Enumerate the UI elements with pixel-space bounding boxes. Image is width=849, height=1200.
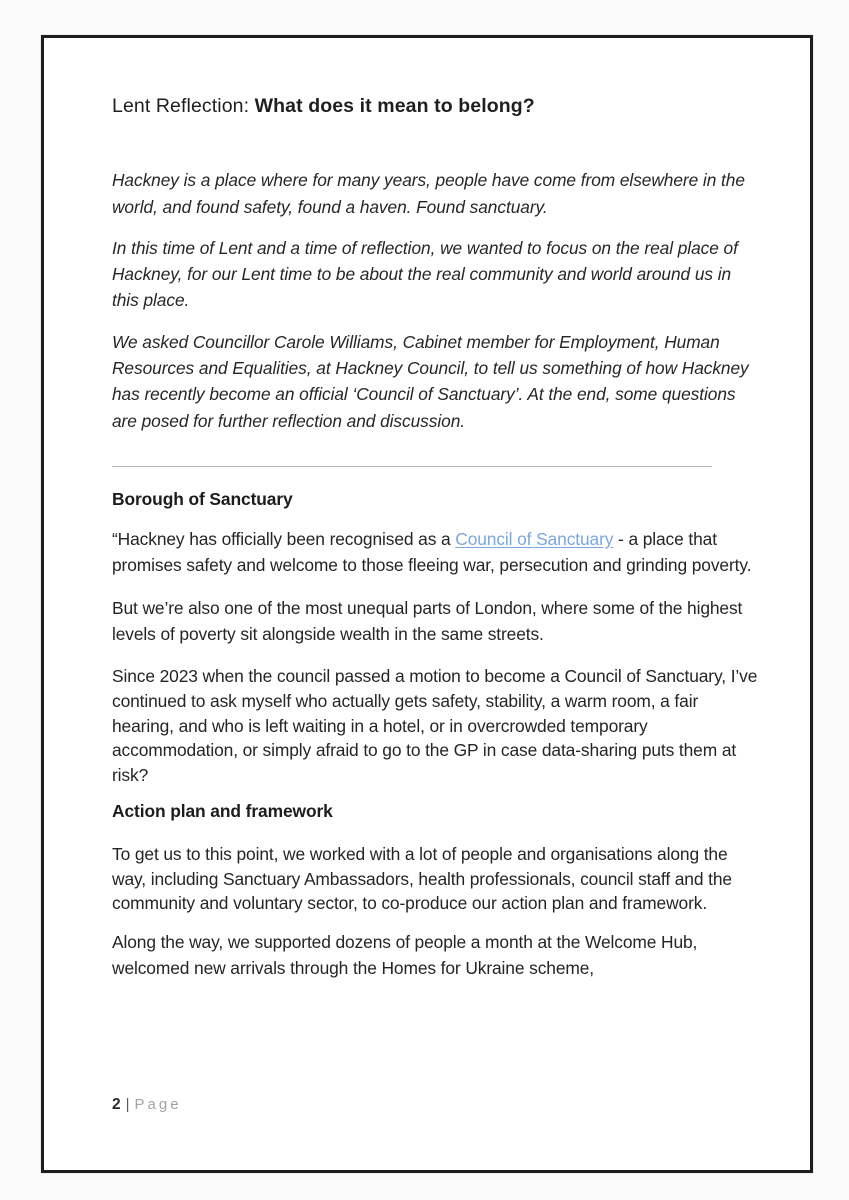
quote-text-before-link: “Hackney has officially been recognised as a [112, 528, 456, 549]
quote-text-after-link: - a place that promises safety and welcome to those fleeing war, persecution and grinding poverty. [112, 528, 752, 575]
section-2-paragraph-2: Along the way, we supported dozens of people a month at the Welcome Hub, welcomed new arrivals through the Homes for Ukraine scheme, [112, 931, 698, 979]
section-heading-borough-of-sanctuary: Borough of Sanctuary [112, 488, 293, 509]
footer-page-number: 2 [112, 1096, 121, 1113]
section-2-paragraph-1: To get us to this point, we worked with a lot of people and organisations along the way, including Sanctuary Ambassadors, health professionals, council staff and the community and voluntary sector, to co-produce our action plan and framework. [112, 843, 732, 914]
page-footer [112, 1096, 182, 1114]
page-content-area [44, 38, 810, 1170]
footer-page-label: Page [134, 1096, 182, 1113]
section-divider [112, 466, 712, 467]
intro-paragraph-2: In this time of Lent and a time of reflection, we wanted to focus on the real place of Hackney, for our Lent time to be about the real community and world around us in this place. [112, 237, 738, 311]
page-border-frame [41, 35, 813, 1173]
intro-paragraph-3: We asked Councillor Carole Williams, Cabinet member for Employment, Human Resources and Equalities, at Hackney Council, to tell us something of how Hackney has recently become an official ‘Council of Sanctuary’. At the end, some questions are posed for further reflection and discussion. [112, 331, 749, 431]
intro-paragraph-1: Hackney is a place where for many years, people have come from elsewhere in the world, and found safety, found a haven. Found sanctuary. [112, 170, 745, 217]
section-heading-action-plan-and-framework: Action plan and framework [112, 800, 333, 821]
page-title-main: What does it mean to belong? [254, 95, 535, 117]
section-1-paragraph-2: But we’re also one of the most unequal parts of London, where some of the highest levels of poverty sit alongside wealth in the same streets. [112, 598, 743, 645]
section-1-paragraph-3: Since 2023 when the council passed a motion to become a Council of Sanctuary, I’ve continued to ask myself who actually gets safety, stability, a warm room, a fair hearing, and who is left waiting in a hotel, or in overcrowded temporary accommodation, or simply afraid to go to the GP in case data-sharing puts them at risk? [112, 666, 758, 786]
page-title-prefix: Lent Reflection: [112, 95, 255, 117]
footer-separator: | [125, 1096, 130, 1113]
intro-block [112, 167, 758, 434]
page-title [112, 93, 758, 119]
section-1-paragraph-1 [112, 526, 758, 578]
council-of-sanctuary-link[interactable]: Council of Sanctuary [455, 528, 614, 549]
